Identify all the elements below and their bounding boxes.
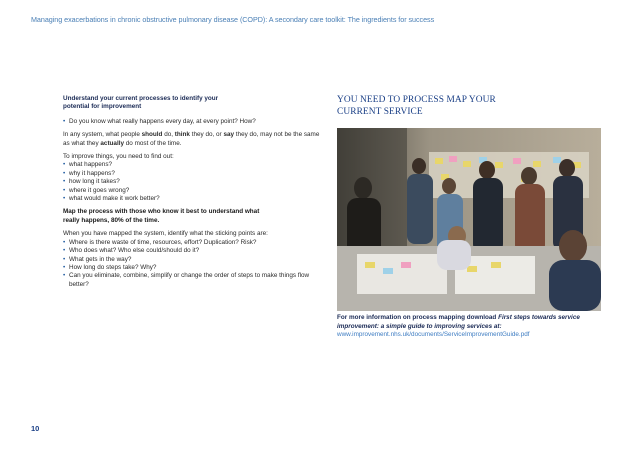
list-item: • What gets in the way? [63, 256, 325, 264]
find-out-intro: To improve things, you need to find out: [63, 153, 174, 161]
list-item: • Can you eliminate, combine, simplify or change the order of steps to make things flow better? [63, 272, 325, 289]
para-text: In any system, what people [63, 131, 142, 139]
heading-line2: CURRENT SERVICE [337, 106, 423, 117]
para-emphasis: should [141, 131, 163, 139]
para-text: do most of the time. [124, 139, 182, 147]
list-item: • How long do steps take? Why? [63, 264, 325, 272]
process-map-heading [337, 95, 599, 118]
page-number: 10 [31, 424, 40, 433]
find-out-list [63, 161, 325, 203]
heading-line1: YOU NEED TO PROCESS MAP YOUR [337, 95, 496, 105]
para-text: they do, or [189, 131, 224, 139]
para-text: do, [162, 131, 175, 139]
section-title-line2: potential for improvement [63, 103, 142, 111]
map-process-line1: Map the process with those who know it best to understand what [63, 208, 260, 216]
list-item: • how long it takes? [63, 178, 325, 186]
should-think-say-paragraph [63, 131, 325, 148]
list-item: • why it happens? [63, 170, 325, 178]
guide-title: First steps towards service improvement: a simple guide to improving services at: [337, 314, 580, 330]
list-item: • Do you know what really happens every day, at every point? How? [63, 118, 325, 126]
section-title [63, 95, 325, 112]
list-item: • what would make it work better? [63, 195, 325, 203]
more-info-lead: For more information on process mapping download [337, 314, 499, 321]
more-info-note [337, 314, 601, 340]
question-list [63, 118, 325, 126]
list-item: • where it goes wrong? [63, 187, 325, 195]
list-item: • Where is there waste of time, resources, effort? Duplication? Risk? [63, 239, 325, 247]
mapped-intro: When you have mapped the system, identify what the sticking points are: [63, 230, 268, 238]
para-emphasis: think [174, 131, 190, 139]
guide-link[interactable]: www.improvement.nhs.uk/documents/ServiceImprovementGuide.pdf [337, 331, 530, 339]
running-header: Managing exacerbations in chronic obstructive pulmonary disease (COPD): A secondary care toolkit: The ingredients for success [31, 15, 435, 24]
para-emphasis: say [223, 131, 235, 139]
para-text: they do, may not be the same as what they [63, 131, 320, 147]
para-emphasis: actually [100, 139, 125, 147]
section-title-line1: Understand your current processes to identify your [63, 95, 219, 102]
list-item: • what happens? [63, 161, 325, 169]
sticking-points-list [63, 239, 325, 289]
list-item: • Who does what? Who else could/should do it? [63, 247, 325, 255]
map-process-line2: really happens, 80% of the time. [63, 216, 160, 224]
left-column [63, 95, 325, 289]
map-process-statement [63, 208, 325, 225]
right-column [337, 95, 599, 118]
process-mapping-photo [337, 128, 601, 311]
